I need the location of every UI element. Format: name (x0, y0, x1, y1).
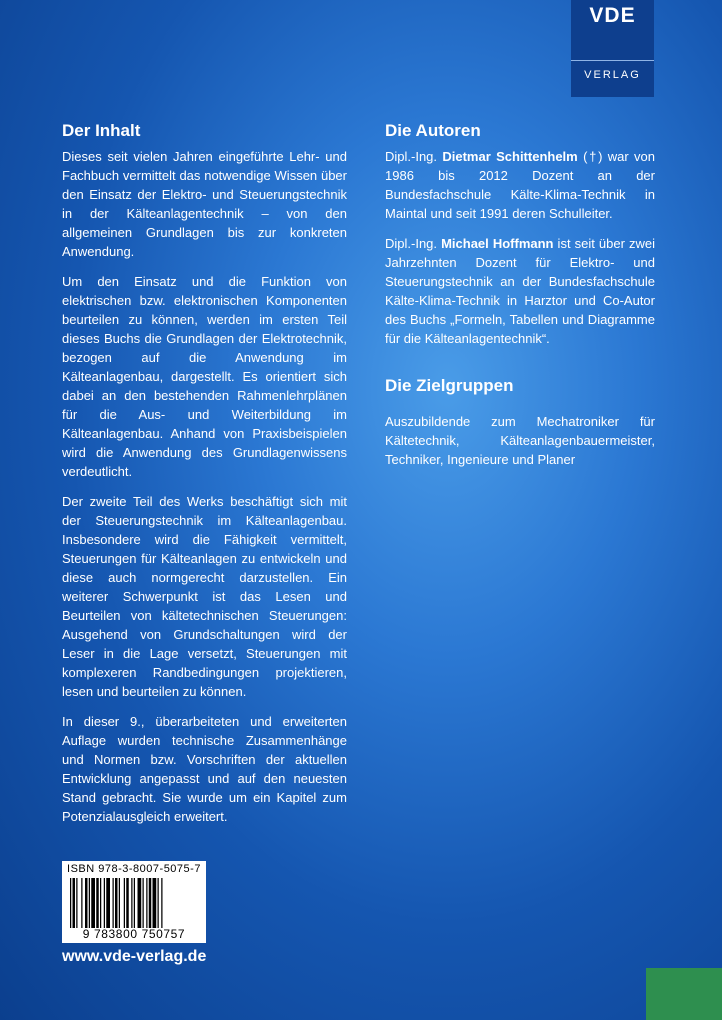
author-2-prefix: Dipl.-Ing. (385, 236, 442, 251)
author-1-text: (†) war von 1986 bis 2012 Dozent an der Bundesfachschule Kälte-Klima-Technik in Maintal und seit 1991 deren Schulleiter. (385, 149, 655, 221)
content-paragraph-3: Der zweite Teil des Werks beschäftigt sich mit der Steuerungstechnik im Kälteanlagenbau. Insbesondere wird die Fähigkeit vermittelt, Steuerungen für Kälteanlagen zu entwickeln und diese auch normgerecht darzustellen. Ein weiterer Schwerpunkt ist das Lesen und Beurteilen von kältetechnischen Steuerungen: Ausgehend von Grundschaltungen wird der Leser in die Lage versetzt, Steuerungen mit komplexeren Randbedingungen projektieren, lesen und beurteilen zu können. (62, 494, 347, 699)
logo-brand: VDE (589, 4, 636, 27)
target-group-heading: Die Zielgruppen (385, 376, 514, 395)
authors-column (385, 121, 655, 480)
logo-subtitle: VERLAG (584, 69, 641, 81)
content-paragraph-4: In dieser 9., überarbeiteten und erweiterten Auflage wurden technische Zusammenhänge und Normen bzw. Vorschriften der aktuellen Entwicklung angepasst und auf den neuesten Stand gebracht. Sie wurde um ein Kapitel zum Potenzialausgleich erweitert. (62, 714, 347, 824)
authors-heading: Die Autoren (385, 121, 481, 140)
content-paragraph-1: Dieses seit vielen Jahren eingeführte Lehr- und Fachbuch vermittelt das notwendige Wissen über den Einsatz der Elektro- und Steuerungstechnik in der Kälteanlagentechnik – von den allgemeinen Grundlagen bis zur konkreten Anwendung. (62, 149, 347, 259)
publisher-url[interactable]: www.vde-verlag.de (62, 948, 207, 965)
barcode-number: 9 783800 750757 (82, 927, 186, 941)
author-1-name: Dietmar Schittenhelm (442, 149, 578, 164)
logo-divider (571, 60, 654, 61)
isbn-barcode (62, 861, 206, 943)
author-2-bio (385, 234, 655, 348)
barcode-bars (68, 878, 200, 928)
publisher-logo (571, 0, 654, 97)
green-corner-block (646, 968, 722, 1020)
author-2-text: ist seit über zwei Jahrzehnten Dozent für Elektro- und Steuerungstechnik an der Bundesfachschule Kälte-Klima-Technik in Harztor und Co-Autor des Buchs „Formeln, Tabellen und Diagramme für die Kälteanlagentechnik“. (385, 236, 655, 346)
isbn-label: ISBN 978-3-8007-5075-7 (67, 863, 201, 875)
barcode-graphic (68, 878, 200, 928)
author-1-bio (385, 147, 655, 223)
target-group-text: Auszubildende zum Mechatroniker für Kältetechnik, Kälteanlagenbauermeister, Techniker, Ingenieure und Planer (385, 414, 655, 467)
content-column (62, 121, 347, 837)
content-paragraph-2: Um den Einsatz und die Funktion von elektrischen bzw. elektronischen Komponenten beurteilen zu können, werden im ersten Teil dieses Buchs die Grundlagen der Elektrotechnik, bezogen auf die Anwendung im Kälteanlagenbau, dargestellt. Es orientiert sich dabei an den bestehenden Rahmenlehrplänen für die Aus- und Weiterbildung im Kälteanlagenbau. Anhand von Praxisbeispielen wird die Anwendung des Grundlagenwissens verdeutlicht. (62, 274, 347, 479)
author-1-prefix: Dipl.-Ing. (385, 149, 443, 164)
content-heading: Der Inhalt (62, 121, 141, 140)
author-2-name: Michael Hoffmann (441, 236, 554, 251)
